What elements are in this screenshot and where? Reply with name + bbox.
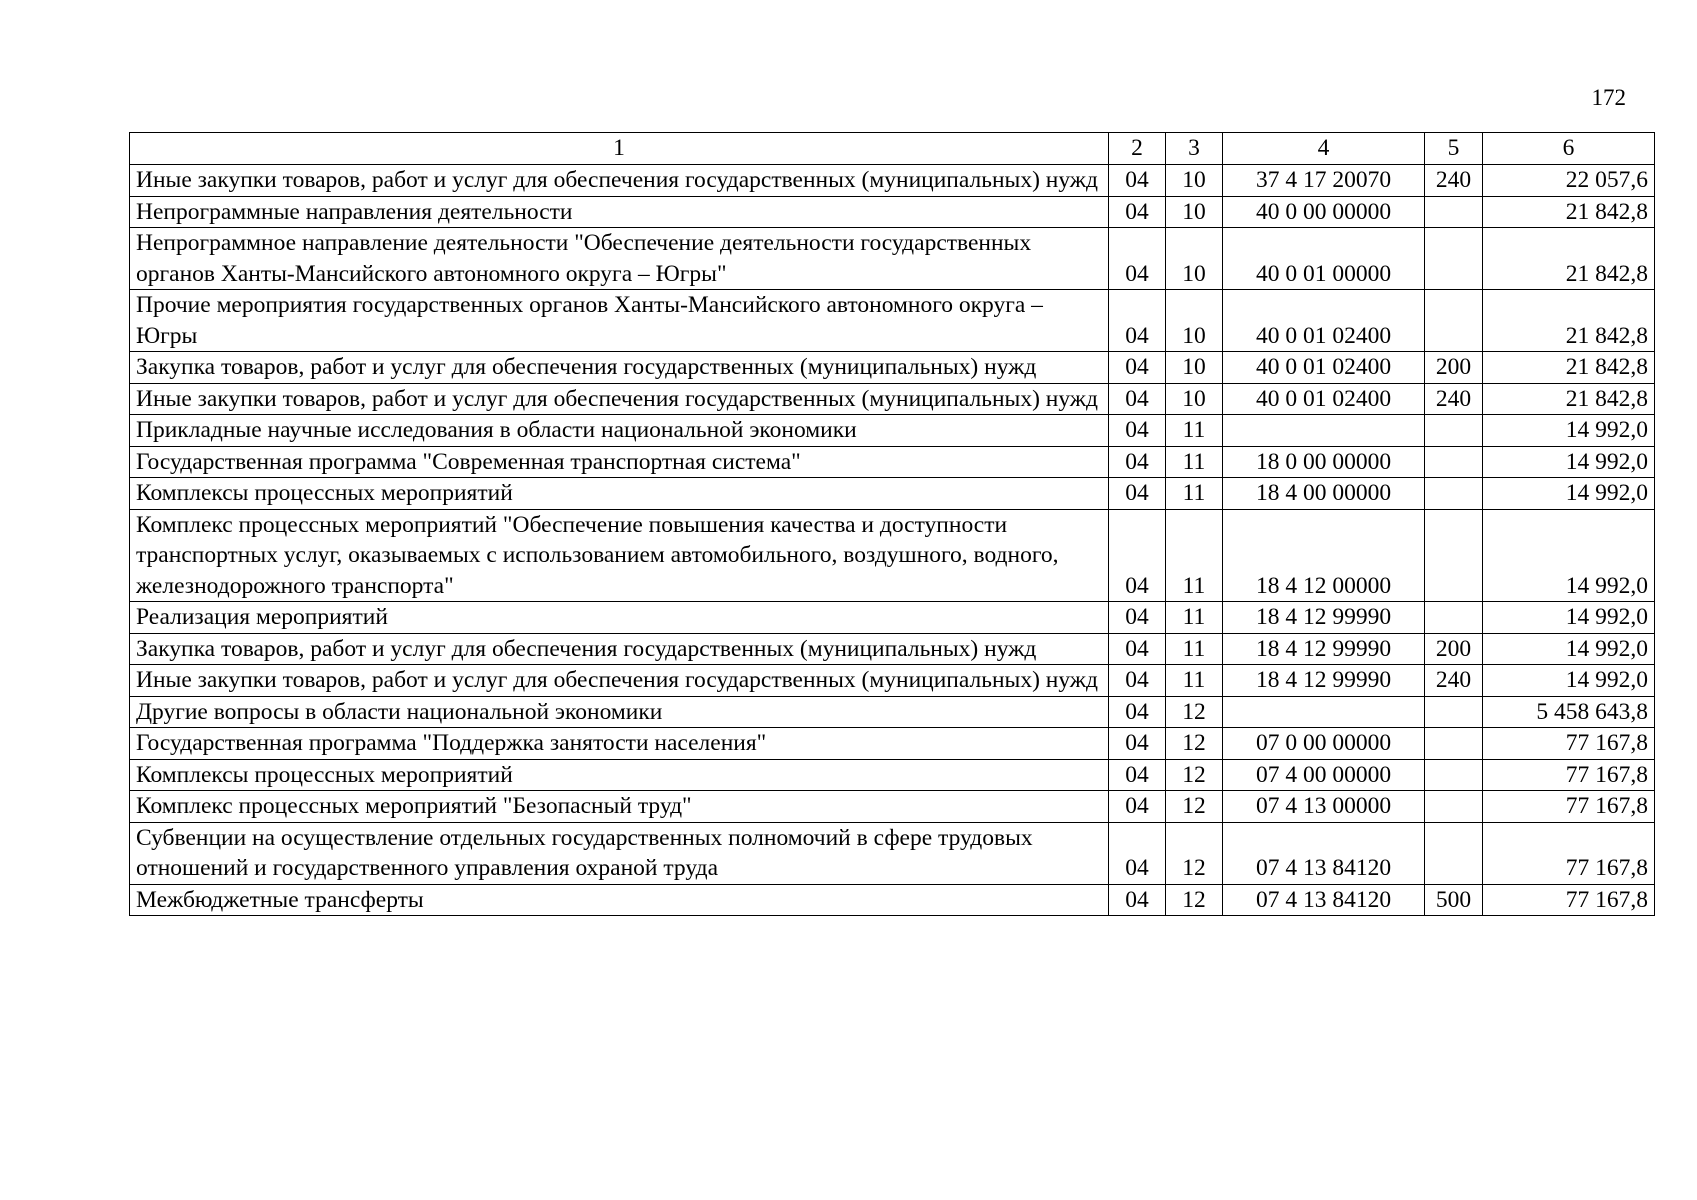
subsection-code-cell: 11 [1166, 509, 1223, 602]
target-article-cell: 07 4 13 84120 [1223, 822, 1425, 884]
table-row [130, 352, 1655, 384]
item-name-cell: Непрограммные направления деятельности [130, 196, 1109, 228]
section-code-cell: 04 [1109, 290, 1166, 352]
table-row [130, 196, 1655, 228]
table-row [130, 446, 1655, 478]
target-article-cell: 40 0 01 02400 [1223, 352, 1425, 384]
target-article-cell: 07 4 13 84120 [1223, 884, 1425, 916]
expense-type-cell [1425, 478, 1483, 510]
section-code-cell: 04 [1109, 509, 1166, 602]
table-row [130, 696, 1655, 728]
target-article-cell: 40 0 01 00000 [1223, 228, 1425, 290]
subsection-code-cell: 11 [1166, 633, 1223, 665]
target-article-cell: 18 4 12 99990 [1223, 665, 1425, 697]
subsection-code-cell: 12 [1166, 884, 1223, 916]
item-name-cell: Государственная программа "Поддержка занятости населения" [130, 728, 1109, 760]
expense-type-cell [1425, 759, 1483, 791]
amount-cell: 21 842,8 [1483, 228, 1655, 290]
amount-cell: 14 992,0 [1483, 415, 1655, 447]
section-code-cell: 04 [1109, 696, 1166, 728]
target-article-cell [1223, 415, 1425, 447]
item-name-cell: Реализация мероприятий [130, 602, 1109, 634]
target-article-cell: 18 4 12 00000 [1223, 509, 1425, 602]
table-row [130, 602, 1655, 634]
expense-type-cell [1425, 509, 1483, 602]
target-article-cell [1223, 696, 1425, 728]
table-row [130, 791, 1655, 823]
amount-cell: 14 992,0 [1483, 633, 1655, 665]
section-code-cell: 04 [1109, 415, 1166, 447]
item-name-cell: Прикладные научные исследования в области национальной экономики [130, 415, 1109, 447]
expense-type-cell: 240 [1425, 383, 1483, 415]
amount-cell: 21 842,8 [1483, 196, 1655, 228]
section-code-cell: 04 [1109, 822, 1166, 884]
section-code-cell: 04 [1109, 728, 1166, 760]
amount-cell: 77 167,8 [1483, 759, 1655, 791]
amount-cell: 5 458 643,8 [1483, 696, 1655, 728]
target-article-cell: 07 0 00 00000 [1223, 728, 1425, 760]
table-row [130, 759, 1655, 791]
item-name-cell: Комплекс процессных мероприятий "Обеспечение повышения качества и доступности транспортных услуг, оказываемых с использованием автомобильного, воздушного, водного, железнодорожного транспорта" [130, 509, 1109, 602]
section-code-cell: 04 [1109, 228, 1166, 290]
section-code-cell: 04 [1109, 478, 1166, 510]
column-header: 2 [1109, 133, 1166, 165]
amount-cell: 77 167,8 [1483, 884, 1655, 916]
section-code-cell: 04 [1109, 196, 1166, 228]
table-row [130, 822, 1655, 884]
column-number-header-row [130, 133, 1655, 165]
expense-type-cell [1425, 228, 1483, 290]
target-article-cell: 18 4 00 00000 [1223, 478, 1425, 510]
expense-type-cell: 240 [1425, 165, 1483, 197]
item-name-cell: Непрограммное направление деятельности "Обеспечение деятельности государственных органов Ханты-Мансийского автономного округа – Югры" [130, 228, 1109, 290]
item-name-cell: Комплексы процессных мероприятий [130, 759, 1109, 791]
subsection-code-cell: 12 [1166, 696, 1223, 728]
column-header: 6 [1483, 133, 1655, 165]
column-header: 1 [130, 133, 1109, 165]
subsection-code-cell: 12 [1166, 759, 1223, 791]
table-row [130, 884, 1655, 916]
target-article-cell: 18 0 00 00000 [1223, 446, 1425, 478]
item-name-cell: Другие вопросы в области национальной экономики [130, 696, 1109, 728]
section-code-cell: 04 [1109, 884, 1166, 916]
section-code-cell: 04 [1109, 602, 1166, 634]
subsection-code-cell: 10 [1166, 290, 1223, 352]
expense-type-cell [1425, 290, 1483, 352]
item-name-cell: Закупка товаров, работ и услуг для обеспечения государственных (муниципальных) нужд [130, 352, 1109, 384]
expense-type-cell [1425, 696, 1483, 728]
column-header: 3 [1166, 133, 1223, 165]
target-article-cell: 18 4 12 99990 [1223, 602, 1425, 634]
table-body [130, 165, 1655, 916]
amount-cell: 14 992,0 [1483, 478, 1655, 510]
item-name-cell: Прочие мероприятия государственных органов Ханты-Мансийского автономного округа – Югры [130, 290, 1109, 352]
subsection-code-cell: 12 [1166, 822, 1223, 884]
amount-cell: 14 992,0 [1483, 665, 1655, 697]
expense-type-cell [1425, 602, 1483, 634]
subsection-code-cell: 11 [1166, 665, 1223, 697]
table-row [130, 633, 1655, 665]
subsection-code-cell: 12 [1166, 791, 1223, 823]
target-article-cell: 37 4 17 20070 [1223, 165, 1425, 197]
table-row [130, 165, 1655, 197]
expense-type-cell [1425, 415, 1483, 447]
section-code-cell: 04 [1109, 383, 1166, 415]
section-code-cell: 04 [1109, 665, 1166, 697]
expense-type-cell [1425, 728, 1483, 760]
amount-cell: 77 167,8 [1483, 822, 1655, 884]
item-name-cell: Комплексы процессных мероприятий [130, 478, 1109, 510]
table-row [130, 665, 1655, 697]
subsection-code-cell: 10 [1166, 196, 1223, 228]
expense-type-cell [1425, 822, 1483, 884]
subsection-code-cell: 12 [1166, 728, 1223, 760]
subsection-code-cell: 10 [1166, 383, 1223, 415]
expense-type-cell [1425, 791, 1483, 823]
section-code-cell: 04 [1109, 165, 1166, 197]
amount-cell: 77 167,8 [1483, 728, 1655, 760]
item-name-cell: Закупка товаров, работ и услуг для обеспечения государственных (муниципальных) нужд [130, 633, 1109, 665]
section-code-cell: 04 [1109, 791, 1166, 823]
item-name-cell: Иные закупки товаров, работ и услуг для обеспечения государственных (муниципальных) нужд [130, 383, 1109, 415]
section-code-cell: 04 [1109, 759, 1166, 791]
item-name-cell: Иные закупки товаров, работ и услуг для обеспечения государственных (муниципальных) нужд [130, 665, 1109, 697]
subsection-code-cell: 11 [1166, 602, 1223, 634]
target-article-cell: 18 4 12 99990 [1223, 633, 1425, 665]
table-row [130, 728, 1655, 760]
page-number: 172 [1591, 85, 1626, 110]
subsection-code-cell: 11 [1166, 415, 1223, 447]
target-article-cell: 07 4 13 00000 [1223, 791, 1425, 823]
expense-type-cell: 240 [1425, 665, 1483, 697]
target-article-cell: 40 0 01 02400 [1223, 290, 1425, 352]
item-name-cell: Комплекс процессных мероприятий "Безопасный труд" [130, 791, 1109, 823]
budget-table [129, 132, 1655, 916]
subsection-code-cell: 10 [1166, 228, 1223, 290]
amount-cell: 22 057,6 [1483, 165, 1655, 197]
target-article-cell: 07 4 00 00000 [1223, 759, 1425, 791]
table-row [130, 383, 1655, 415]
expense-type-cell [1425, 196, 1483, 228]
table-row [130, 478, 1655, 510]
amount-cell: 21 842,8 [1483, 290, 1655, 352]
section-code-cell: 04 [1109, 446, 1166, 478]
table-row [130, 290, 1655, 352]
amount-cell: 14 992,0 [1483, 446, 1655, 478]
item-name-cell: Субвенции на осуществление отдельных государственных полномочий в сфере трудовых отношений и государственного управления охраной труда [130, 822, 1109, 884]
section-code-cell: 04 [1109, 633, 1166, 665]
subsection-code-cell: 10 [1166, 352, 1223, 384]
expense-type-cell: 200 [1425, 633, 1483, 665]
column-header: 5 [1425, 133, 1483, 165]
subsection-code-cell: 11 [1166, 446, 1223, 478]
expense-type-cell: 500 [1425, 884, 1483, 916]
target-article-cell: 40 0 01 02400 [1223, 383, 1425, 415]
amount-cell: 21 842,8 [1483, 383, 1655, 415]
amount-cell: 14 992,0 [1483, 509, 1655, 602]
item-name-cell: Межбюджетные трансферты [130, 884, 1109, 916]
column-header: 4 [1223, 133, 1425, 165]
subsection-code-cell: 11 [1166, 478, 1223, 510]
item-name-cell: Иные закупки товаров, работ и услуг для обеспечения государственных (муниципальных) нужд [130, 165, 1109, 197]
table-row [130, 415, 1655, 447]
expense-type-cell: 200 [1425, 352, 1483, 384]
expense-type-cell [1425, 446, 1483, 478]
table-row [130, 228, 1655, 290]
subsection-code-cell: 10 [1166, 165, 1223, 197]
amount-cell: 77 167,8 [1483, 791, 1655, 823]
target-article-cell: 40 0 00 00000 [1223, 196, 1425, 228]
section-code-cell: 04 [1109, 352, 1166, 384]
amount-cell: 14 992,0 [1483, 602, 1655, 634]
amount-cell: 21 842,8 [1483, 352, 1655, 384]
item-name-cell: Государственная программа "Современная транспортная система" [130, 446, 1109, 478]
table-row [130, 509, 1655, 602]
